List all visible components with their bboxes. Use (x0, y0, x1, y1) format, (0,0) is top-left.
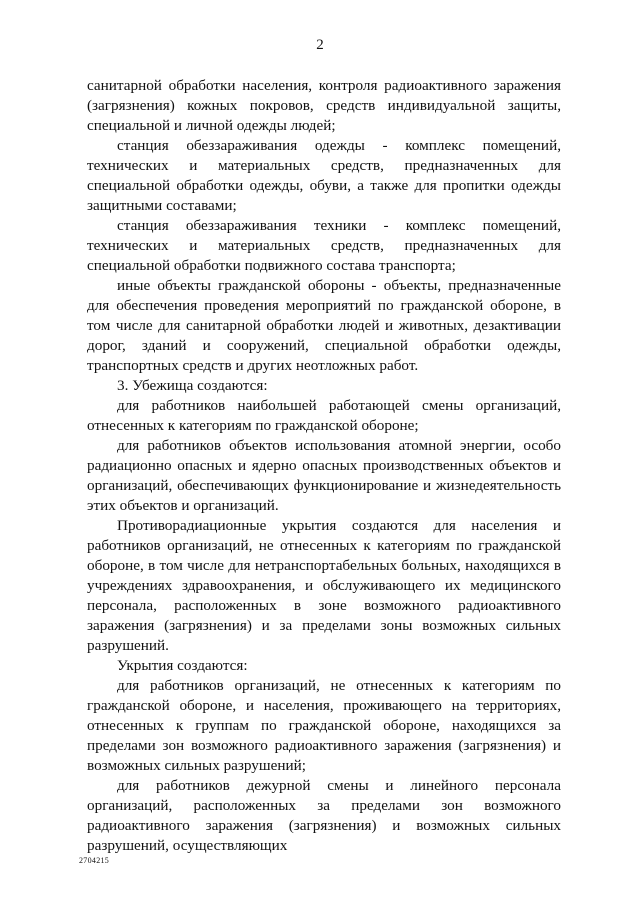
paragraph: санитарной обработки населения, контроля радиоактивного заражения (загрязнения) кожных покровов, средств индивидуальной защиты, специальной и личной одежды людей; (87, 77, 561, 134)
paragraph: станция обеззараживания техники - комплекс помещений, технических и материальных средств, предназначенных для специальной обработки подвижного состава транспорта; (87, 217, 561, 274)
paragraph: 3. Убежища создаются: (117, 377, 268, 394)
document-body (87, 76, 561, 856)
paragraph: Противорадиационные укрытия создаются для населения и работников организаций, не отнесенных к категориям по гражданской обороне, в том числе для нетранспортабельных больных, находящихся в учреждениях здравоохранения, и обслуживающего их медицинского персонала, расположенных в зоне возможного радиоактивного заражения (загрязнения) и за пределами зоны возможных сильных разрушений. (87, 517, 561, 654)
paragraph: для работников наибольшей работающей смены организаций, отнесенных к категориям по гражданской обороне; (87, 397, 561, 434)
paragraph: для работников организаций, не отнесенных к категориям по гражданской обороне, и населения, проживающего на территориях, отнесенных к группам по гражданской обороне, находящихся за пределами зон возможного радиоактивного заражения (загрязнения) и возможных сильных разрушений; (87, 677, 561, 774)
paragraph: станция обеззараживания одежды - комплекс помещений, технических и материальных средств, предназначенных для специальной обработки одежды, обуви, а также для пропитки одежды защитными составами; (87, 137, 561, 214)
paragraph: для работников объектов использования атомной энергии, особо радиационно опасных и ядерно опасных производственных объектов и организаций, обеспечивающих функционирование и жизнедеятельность этих объектов и организаций. (87, 437, 561, 514)
page-number: 2 (316, 37, 324, 53)
paragraph: для работников дежурной смены и линейного персонала организаций, расположенных за пределами зон возможного радиоактивного заражения (загрязнения) и возможных сильных разрушений, осуществляющих (87, 777, 561, 854)
document-code: 2704215 (79, 856, 110, 865)
paragraph: иные объекты гражданской обороны - объекты, предназначенные для обеспечения проведения мероприятий по гражданской обороне, в том числе для санитарной обработки людей и животных, дезактивации дорог, зданий и сооружений, специальной обработки одежды, транспортных средств и других неотложных работ. (87, 277, 561, 374)
paragraph: Укрытия создаются: (117, 657, 248, 674)
